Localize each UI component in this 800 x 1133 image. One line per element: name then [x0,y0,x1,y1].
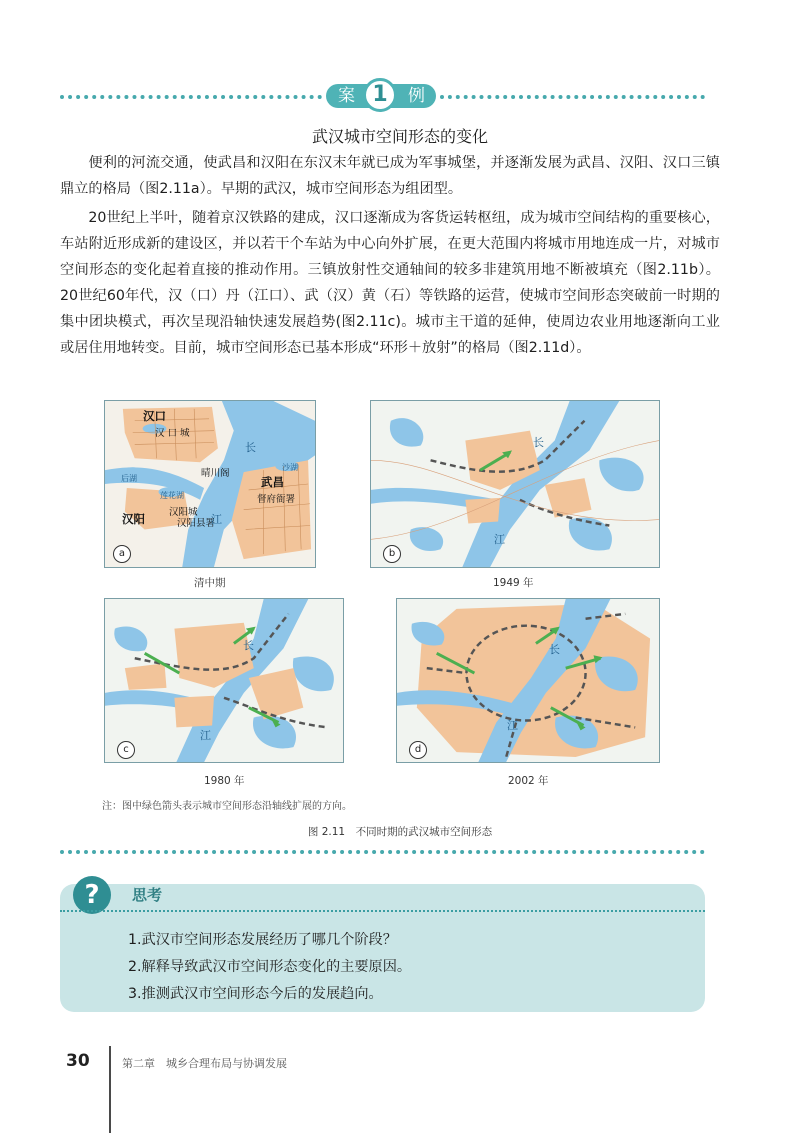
map-d-caption: 2002 年 [508,775,549,787]
map-a-label-river-jiang: 江 [211,513,222,526]
case-banner [326,78,436,112]
footer-vertical-rule [109,1046,111,1133]
map-a [104,400,316,568]
paragraph-1: 便利的河流交通，使武昌和汉阳在东汉末年就已成为军事城堡，并逐渐发展为武昌、汉阳、汉口三镇鼎立的格局（图2.11a）。早期的武汉，城市空间形态为组团型。 [60,155,720,197]
case-banner-left-char: 案 [338,86,355,106]
map-a-label-wuchang: 武昌 [261,475,284,489]
map-a-caption: 清中期 [194,577,226,589]
map-b-label-river-jiang: 江 [494,533,505,546]
map-a-label-river-chang: 长 [245,441,256,454]
map-a-label-qingchuan: 晴川阁 [201,468,230,479]
map-b-caption: 1949 年 [493,577,534,589]
think-question-2: 2.解释导致武汉市空间形态变化的主要原因。 [128,959,412,975]
chapter-title: 第二章 城乡合理布局与协调发展 [122,1057,287,1070]
map-a-label-governor-office: 督府衙署 [257,494,296,505]
map-a-label-hankou: 汉口 [143,409,166,423]
map-a-label-lake-2: 莲花湖 [160,491,184,500]
map-a-label-lake-1: 后湖 [121,474,137,483]
think-title: 思考 [132,886,163,904]
map-a-label-hankou-city: 汉 口 城 [155,428,190,439]
map-c-label-river-chang: 长 [243,639,254,652]
top-dotted-rule-left [60,95,322,99]
question-icon: ? [73,876,111,914]
map-b-graphic [371,401,659,567]
map-a-label-hanyang-city: 汉阳城 [169,507,198,518]
think-dotted-rule [60,910,705,912]
paragraph-2: 20世纪上半叶，随着京汉铁路的建成，汉口逐渐成为客货运转枢纽，成为城市空间结构的重要核心，车站附近形成新的建设区，并以若干个车站为中心向外扩展，在更大范围内将城市用地连成一片，对城市空间形态的变化起着直接的推动作用。三镇放射性交通轴间的较多非建筑用地不断被填充（图2.11b）。20世纪60年代，汉（口）丹（江口）、武（汉）黄（石）等铁路的运营，使城市空间形态突破前一时期的集中团块模式，再次呈现沿轴快速发展趋势(图2.11c)。城市主干道的延伸，使周边农业用地逐渐向工业或居住用地转变。目前，城市空间形态已基本形成“环形＋放射”的格局（图2.11d）。 [60,210,720,356]
map-c-graphic [105,599,343,762]
map-d-label-river-jiang: 江 [507,719,518,732]
map-d [396,598,660,763]
case-banner-right-char: 例 [408,86,425,106]
map-d-badge: d [409,741,427,759]
think-question-3: 3.推测武汉市空间形态今后的发展趋向。 [128,986,383,1002]
map-c [104,598,344,763]
figure-note: 注：图中绿色箭头表示城市空间形态沿轴线扩展的方向。 [102,801,352,812]
page-number: 30 [66,1051,90,1071]
map-b-label-river-chang: 长 [533,436,544,449]
map-d-graphic [397,599,659,762]
map-a-label-county-office: 汉阳县署 [177,518,216,529]
case-title: 武汉城市空间形态的变化 [311,127,488,146]
figure-caption: 图 2.11 不同时期的武汉城市空间形态 [307,826,493,838]
map-b-badge: b [383,545,401,563]
map-d-label-river-chang: 长 [549,643,560,656]
map-a-label-lake-3: 沙湖 [282,463,298,472]
map-a-badge: a [113,545,131,563]
map-a-label-hanyang: 汉阳 [122,512,145,526]
top-dotted-rule-right [440,95,705,99]
think-question-1: 1.武汉市空间形态发展经历了哪几个阶段？ [128,932,397,948]
map-c-badge: c [117,741,135,759]
map-c-caption: 1980 年 [204,775,245,787]
map-c-label-river-jiang: 江 [200,729,211,742]
map-b [370,400,660,568]
case-banner-number: 1 [363,78,397,112]
bottom-dotted-rule [60,850,705,854]
